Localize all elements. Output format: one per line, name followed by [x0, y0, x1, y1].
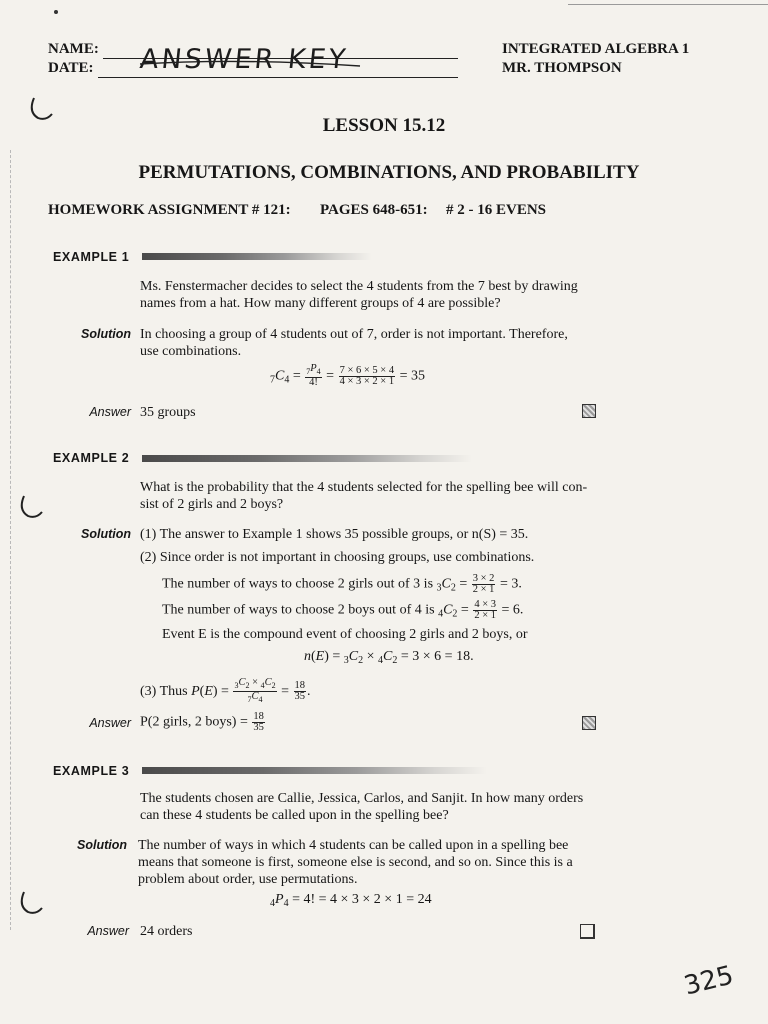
example-1-label: EXAMPLE 1: [53, 250, 130, 264]
name-label: NAME:: [48, 41, 99, 57]
homework-pages: PAGES 648-651:: [320, 202, 428, 218]
binder-hole-mark-bottom: [18, 890, 44, 916]
example-1-formula: $_7C_4$ = $\frac{_7P_4}{4!}$ = $\frac{7 \times 6 \times 5 \times 4}{4 \times 3 \times 2 \times 1}$ = 35: [270, 363, 425, 389]
example-3-bar: [142, 767, 487, 774]
date-line: [98, 77, 458, 78]
example-3-formula: $_4P_4 = 4$! = 4 × 3 × 2 × 1 = 24: [270, 892, 432, 909]
example-2-event-line: Event E is the compound event of choosing 2 girls and 2 boys, or: [162, 627, 528, 642]
example-2-event-formula: $n(E) = _3C_2 \times _4C_2 = 3 \times 6 = 18$.: [304, 649, 474, 666]
scan-dot: [54, 10, 58, 14]
example-3-solution-line-1: The number of ways in which 4 students can be called upon in a spelling bee: [138, 838, 569, 853]
end-of-example-2-icon: [582, 716, 596, 730]
example-2-boys-text: The number of ways to choose 2 boys out of 4 is: [162, 602, 435, 618]
teacher-label: MR. THOMPSON: [502, 60, 622, 76]
handwritten-page-number: 325: [681, 960, 737, 1002]
lesson-number: LESSON 15.12: [322, 115, 446, 136]
top-right-scan-line: [568, 4, 768, 5]
example-2-label: EXAMPLE 2: [53, 451, 130, 465]
binder-hole-mark-middle: [18, 494, 44, 520]
example-2-girls-line: The number of ways to choose 2 girls out of 3 is $_3C_2$ = $\frac{3 \times 2}{2 \times 1}$ = 3.: [162, 573, 522, 595]
example-1-problem-line-2: names from a hat. How many different groups of 4 are possible?: [140, 296, 501, 311]
example-2-step-1: (1) The answer to Example 1 shows 35 possible groups, or n(S) = 35.: [140, 527, 529, 542]
example-2-boys-line: The number of ways to choose 2 boys out of 4 is $_4C_2$ = $\frac{4 \times 3}{2 \times 1}$ = 6.: [162, 599, 524, 621]
handwritten-answer-key: ANSWER KEY: [138, 44, 350, 75]
strikethrough-scribble: [130, 46, 370, 76]
example-3-solution-label: Solution: [77, 838, 127, 852]
date-label: DATE:: [48, 60, 94, 76]
course-label: INTEGRATED ALGEBRA 1: [502, 41, 690, 57]
example-3-problem-line-2: can these 4 students be called upon in the spelling bee?: [140, 808, 449, 823]
lesson-title: PERMUTATIONS, COMBINATIONS, AND PROBABILITY: [138, 162, 640, 183]
example-2-solution-label: Solution: [81, 527, 131, 541]
example-2-answer-label: Answer: [89, 716, 131, 730]
end-of-example-1-icon: [582, 404, 596, 418]
example-2-answer: P(2 girls, 2 boys) = $\frac{18}{35}$: [140, 711, 264, 733]
left-margin-speckles: [10, 150, 11, 930]
example-3-problem-line-1: The students chosen are Callie, Jessica, Carlos, and Sanjit. In how many orders: [140, 791, 584, 806]
example-1-bar: [142, 253, 372, 260]
example-2-problem-line-2: sist of 2 girls and 2 boys?: [140, 497, 284, 512]
example-1-answer: 35 groups: [140, 405, 196, 420]
example-1-answer-label: Answer: [89, 405, 131, 419]
example-2-step-2: (2) Since order is not important in choosing groups, use combinations.: [140, 550, 535, 565]
example-1-problem-line-1: Ms. Fenstermacher decides to select the 4 students from the 7 best by drawing: [140, 279, 578, 294]
example-1-solution-line-2: use combinations.: [140, 344, 242, 359]
example-3-solution-line-3: problem about order, use permutations.: [138, 872, 358, 887]
example-2-problem-line-1: What is the probability that the 4 students selected for the spelling bee will con-: [140, 480, 588, 495]
homework-assignment: HOMEWORK ASSIGNMENT # 121:: [48, 202, 291, 218]
end-of-example-3-icon: [580, 924, 595, 939]
example-2-bar: [142, 455, 472, 462]
example-3-formula-rhs: = 4! = 4 × 3 × 2 × 1 = 24: [292, 892, 432, 907]
example-2-answer-text: P(2 girls, 2 boys) =: [140, 714, 248, 730]
homework-problems: # 2 - 16 EVENS: [446, 202, 547, 218]
example-2-girls-text: The number of ways to choose 2 girls out of 3 is: [162, 576, 434, 592]
example-3-solution-line-2: means that someone is first, someone else is second, and so on. Since this is a: [138, 855, 573, 870]
example-1-solution-line-1: In choosing a group of 4 students out of 7, order is not important. Therefore,: [140, 327, 568, 342]
example-3-label: EXAMPLE 3: [53, 764, 130, 778]
example-1-solution-label: Solution: [81, 327, 131, 341]
example-2-step-3: (3) Thus P(E) = $\frac{_3C_2 \times _4C_2}{_7C_4}$ = $\frac{18}{35}$ .: [140, 677, 311, 705]
example-3-answer: 24 orders: [140, 924, 193, 939]
example-3-answer-label: Answer: [87, 924, 129, 938]
example-2-step-3-text: (3) Thus: [140, 683, 188, 699]
